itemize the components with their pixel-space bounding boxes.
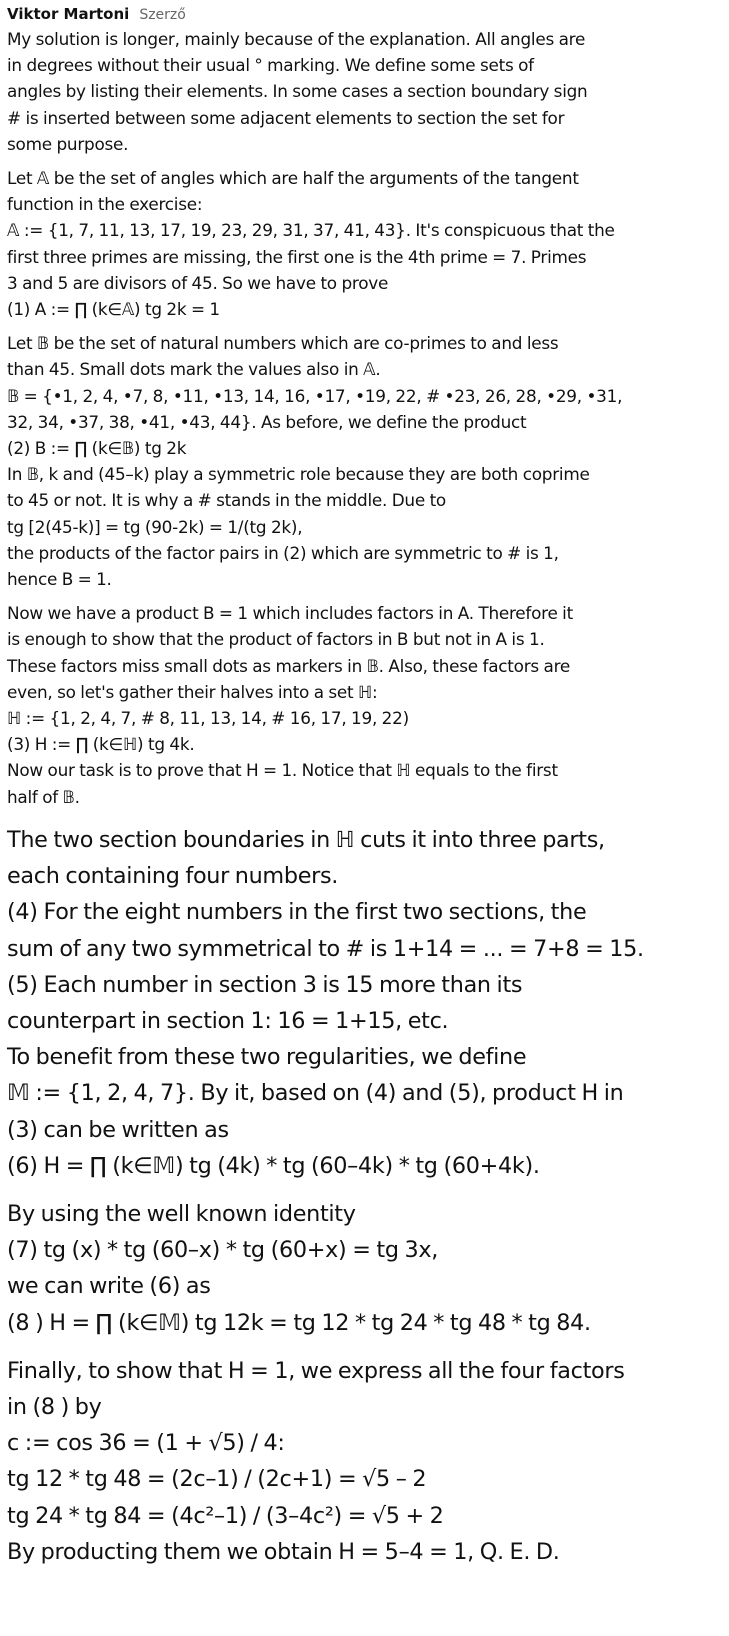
text-line: to 45 or not. It is why a # stands in the middle. Due to — [7, 490, 446, 511]
text-line: angles by listing their elements. In some cases a section boundary sign — [7, 81, 588, 102]
text-line: (7) tg (x) * tg (60–x) * tg (60+x) = tg 3x, — [7, 1237, 439, 1264]
text-line: The two section boundaries in ℍ cuts it into three parts, — [7, 826, 605, 853]
text-line: 32, 34, •37, 38, •41, •43, 44}. As before, we define the product — [7, 411, 527, 432]
text-line: is enough to show that the product of factors in B but not in A is 1. — [7, 629, 545, 650]
text-line: (4) For the eight numbers in the first two sections, the — [7, 899, 587, 926]
paragraph — [7, 600, 725, 810]
text-line: Let 𝔹 be the set of natural numbers which are co-primes to and less — [7, 333, 559, 354]
text-line: (3) can be written as — [7, 1116, 229, 1143]
paragraph — [7, 26, 725, 157]
text-line: first three primes are missing, the first one is the 4th prime = 7. Primes — [7, 246, 587, 267]
text-line: (3) H := ∏ (k∈ℍ) tg 4k. — [7, 734, 195, 755]
paragraph — [7, 1196, 725, 1341]
text-line: 𝔹 = {•1, 2, 4, •7, 8, •11, •13, 14, 16, •17, •19, 22, # •23, 26, 28, •29, •31, — [7, 385, 623, 406]
text-line: ℍ := {1, 2, 4, 7, # 8, 11, 13, 14, # 16, 17, 19, 22) — [7, 708, 409, 729]
text-line: in (8 ) by — [7, 1393, 102, 1420]
text-line: In 𝔹, k and (45–k) play a symmetric role because they are both coprime — [7, 464, 590, 485]
paragraph — [7, 1353, 725, 1570]
text-line: (8 ) H = ∏ (k∈𝕄) tg 12k = tg 12 * tg 24 * tg 48 * tg 84. — [7, 1309, 591, 1336]
text-line: than 45. Small dots mark the values also in 𝔸. — [7, 359, 381, 380]
text-line: hence B = 1. — [7, 569, 112, 590]
text-line: sum of any two symmetrical to # is 1+14 = ... = 7+8 = 15. — [7, 935, 644, 962]
text-line: Now our task is to prove that H = 1. Notice that ℍ equals to the first — [7, 760, 558, 781]
text-line: To benefit from these two regularities, we define — [7, 1044, 527, 1071]
text-line: counterpart in section 1: 16 = 1+15, etc. — [7, 1007, 449, 1034]
paragraph — [7, 822, 725, 1184]
paragraph — [7, 165, 725, 322]
text-line: each containing four numbers. — [7, 863, 339, 890]
text-line: we can write (6) as — [7, 1273, 211, 1300]
text-line: (6) H = ∏ (k∈𝕄) tg (4k) * tg (60–4k) * tg (60+4k). — [7, 1152, 540, 1179]
text-line: function in the exercise: — [7, 194, 203, 215]
text-line: By producting them we obtain H = 5–4 = 1, Q. E. D. — [7, 1538, 560, 1565]
text-line: # is inserted between some adjacent elements to section the set for — [7, 107, 565, 128]
text-line: Finally, to show that H = 1, we express all the four factors — [7, 1357, 625, 1384]
text-line: tg 12 * tg 48 = (2c–1) / (2c+1) = √5 – 2 — [7, 1466, 427, 1493]
text-line: even, so let's gather their halves into a set ℍ: — [7, 681, 378, 702]
text-line: Now we have a product B = 1 which includes factors in A. Therefore it — [7, 603, 573, 624]
text-line: (1) A := ∏ (k∈𝔸) tg 2k = 1 — [7, 299, 220, 320]
author-name[interactable]: Viktor Martoni — [7, 5, 130, 23]
text-line: These factors miss small dots as markers in 𝔹. Also, these factors are — [7, 655, 570, 676]
author-role-badge: Szerző — [139, 7, 186, 23]
text-line: tg [2(45-k)] = tg (90-2k) = 1/(tg 2k), — [7, 516, 303, 537]
text-line: in degrees without their usual ° marking. We define some sets of — [7, 55, 534, 76]
text-line: 𝔸 := {1, 7, 11, 13, 17, 19, 23, 29, 31, 37, 41, 43}. It's conspicuous that the — [7, 220, 615, 241]
comment-header — [7, 4, 725, 26]
comment-body — [7, 26, 725, 1570]
text-line: My solution is longer, mainly because of the explanation. All angles are — [7, 29, 586, 49]
text-line: tg 24 * tg 84 = (4c²–1) / (3–4c²) = √5 + 2 — [7, 1502, 444, 1529]
text-line: Let 𝔸 be the set of angles which are half the arguments of the tangent — [7, 168, 579, 189]
paragraph — [7, 330, 725, 592]
text-line: 3 and 5 are divisors of 45. So we have to prove — [7, 272, 389, 293]
text-line: By using the well known identity — [7, 1200, 356, 1227]
text-line: (5) Each number in section 3 is 15 more than its — [7, 971, 523, 998]
text-line: the products of the factor pairs in (2) which are symmetric to # is 1, — [7, 542, 559, 563]
text-line: 𝕄 := {1, 2, 4, 7}. By it, based on (4) and (5), product H in — [7, 1080, 624, 1107]
text-line: half of 𝔹. — [7, 786, 80, 807]
text-line: (2) B := ∏ (k∈𝔹) tg 2k — [7, 438, 187, 459]
text-line: c := cos 36 = (1 + √5) / 4: — [7, 1430, 285, 1457]
text-line: some purpose. — [7, 133, 129, 154]
